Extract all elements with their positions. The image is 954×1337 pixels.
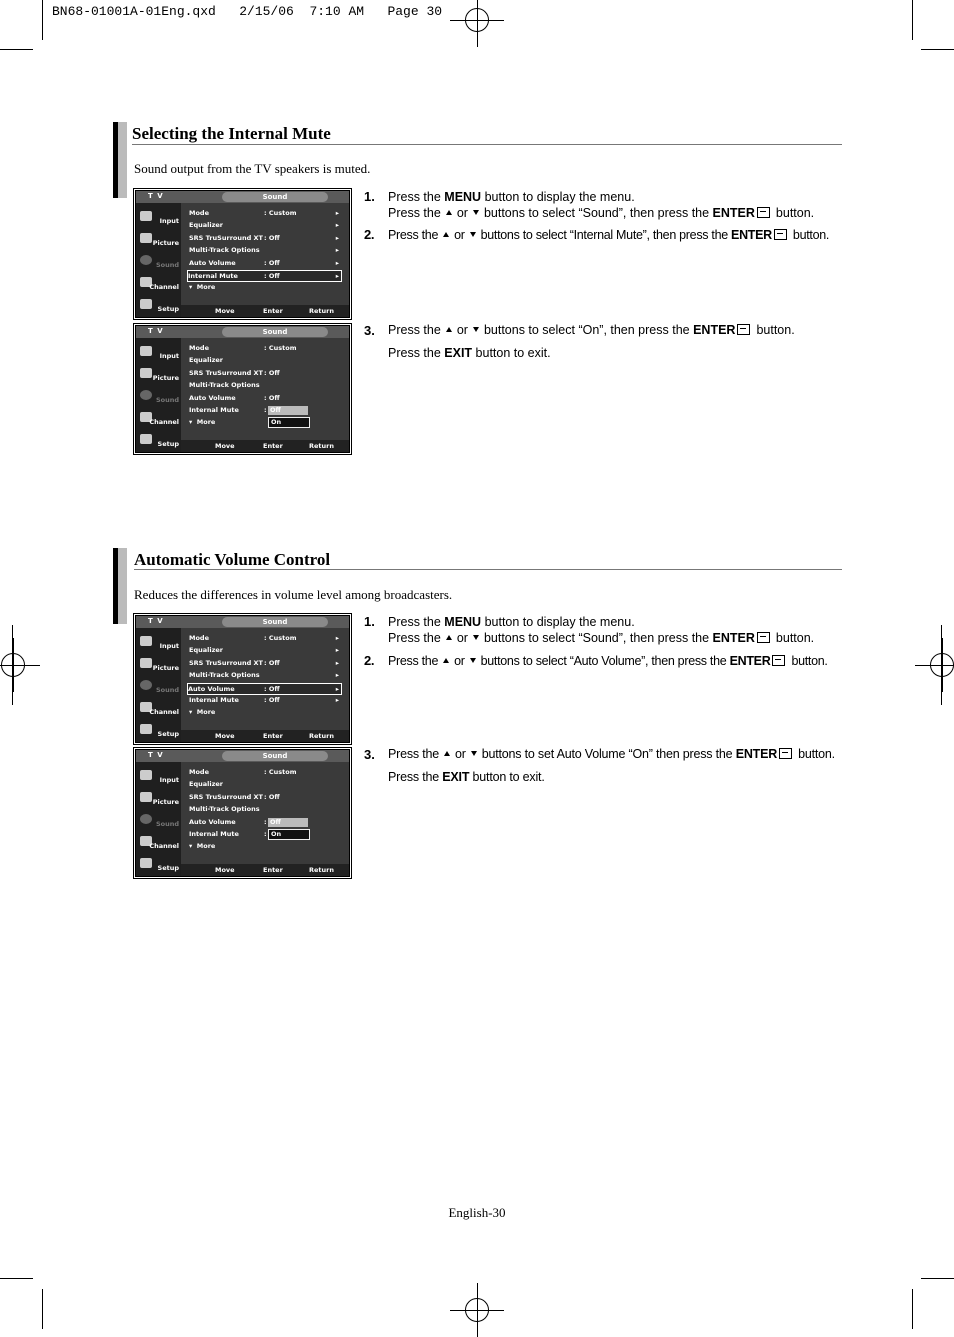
section-title: Selecting the Internal Mute [132, 124, 331, 143]
menu-row-mode: Mode : Custom ▸ [189, 634, 339, 642]
crop-mark [42, 1289, 43, 1329]
menu-row-multitrack: Multi-Track Options ▸ [189, 671, 339, 679]
menu-item-input: Input [137, 207, 181, 227]
menu-row-internal-mute: Internal Mute : Off ▸ [187, 270, 342, 282]
menu-row-internal-mute: Internal Mute : [189, 830, 267, 838]
down-arrow-icon [471, 751, 477, 756]
menu-item-channel: Channel [137, 408, 181, 428]
menu-row-srs: SRS TruSurround XT : Off ▸ [189, 234, 339, 242]
menu-row-multitrack: Multi-Track Options ▸ [189, 246, 339, 254]
menu-item-picture: Picture [137, 364, 181, 384]
section-description: Sound output from the TV speakers is muted. [134, 161, 371, 176]
crop-mark [0, 1278, 33, 1279]
menu-item-sound: Sound [137, 676, 181, 696]
picture-icon [140, 233, 152, 243]
down-arrow-icon [473, 210, 479, 215]
menu-row-srs: SRS TruSurround XT : Off [189, 369, 280, 377]
menu-item-channel: Channel [137, 273, 181, 293]
menu-row-equalizer: Equalizer [189, 780, 223, 788]
menu-item-picture: Picture [137, 654, 181, 674]
menu-row-equalizer: Equalizer ▸ [189, 221, 339, 229]
picture-icon [140, 658, 152, 668]
down-arrow-icon [473, 327, 479, 332]
enter-icon [737, 324, 750, 335]
sound-icon [140, 814, 152, 824]
enter-icon [774, 229, 787, 240]
crop-mark [921, 49, 954, 50]
menu-row-internal-mute: Internal Mute : Off ▸ [189, 696, 339, 704]
up-arrow-icon [446, 210, 452, 215]
menu-item-picture: Picture [137, 788, 181, 808]
tv-menu-screen: T V Sound Input Picture Sound Channel Setup Mode : Custom Equalizer SRS TruSurround XT : Off Multi-Track Options Auto Volume : Internal Mute : ▾ More Off On Move Enter Return [135, 749, 350, 877]
tab-sound: Sound [222, 751, 328, 761]
tv-menu-screen: T V Sound Input Picture Sound Channel Setup Mode : Custom Equalizer SRS TruSurround XT : Off Multi-Track Options Auto Volume : Off Internal Mute : ▾ More Off On Move Enter Return [135, 325, 350, 453]
setup-icon [140, 858, 152, 868]
menu-row-equalizer: Equalizer ▸ [189, 646, 339, 654]
registration-mark [465, 8, 489, 32]
menu-row-mode: Mode : Custom ▸ [189, 209, 339, 217]
setup-icon [140, 724, 152, 734]
crop-mark [912, 1289, 913, 1329]
menu-row-auto-volume: Auto Volume : [189, 818, 267, 826]
menu-row-srs: SRS TruSurround XT : Off [189, 793, 280, 801]
menu-row-equalizer: Equalizer [189, 356, 223, 364]
sound-icon [140, 255, 152, 265]
enter-icon [772, 655, 785, 666]
enter-icon [779, 748, 792, 759]
tab-sound: Sound [222, 617, 328, 627]
menu-row-srs: SRS TruSurround XT : Off ▸ [189, 659, 339, 667]
page-number: English-30 [448, 1205, 506, 1220]
menu-item-setup: Setup [137, 295, 181, 315]
option-off: Off [268, 818, 308, 827]
setup-icon [140, 434, 152, 444]
section-title: Automatic Volume Control [134, 550, 331, 569]
crop-mark [0, 49, 33, 50]
option-off: Off [268, 406, 308, 415]
section-description: Reduces the differences in volume level among broadcasters. [134, 587, 453, 602]
tv-menu-screen: T V Sound Input Picture Sound Channel Setup Mode : Custom ▸ Equalizer ▸ SRS TruSurround XT : Off ▸ Multi-Track Options ▸ Auto Volume : Off ▸ Internal Mute : Off ▸ ▾ More Move Enter Return [135, 190, 350, 318]
registration-mark [1, 653, 25, 677]
enter-icon [757, 207, 770, 218]
tab-sound: Sound [222, 327, 328, 337]
up-arrow-icon [444, 751, 450, 756]
menu-row-mode: Mode : Custom [189, 768, 297, 776]
section-rule [132, 144, 842, 145]
sound-icon [140, 680, 152, 690]
up-arrow-icon [446, 327, 452, 332]
enter-icon [757, 632, 770, 643]
menu-row-auto-volume: Auto Volume : Off ▸ [187, 683, 342, 695]
crop-mark [921, 1278, 954, 1279]
registration-mark [465, 1298, 489, 1322]
menu-row-more: ▾ More [189, 842, 216, 850]
menu-row-internal-mute: Internal Mute : [189, 406, 267, 414]
picture-icon [140, 792, 152, 802]
section-bar [118, 122, 127, 198]
menu-row-more: ▾ More [189, 283, 216, 291]
down-arrow-icon [470, 658, 476, 663]
crop-mark [42, 0, 43, 40]
picture-icon [140, 368, 152, 378]
menu-item-input: Input [137, 342, 181, 362]
down-arrow-icon [470, 232, 476, 237]
option-on: On [268, 417, 310, 428]
menu-row-auto-volume: Auto Volume : Off [189, 394, 280, 402]
registration-mark [930, 653, 954, 677]
down-arrow-icon [473, 635, 479, 640]
menu-row-more: ▾ More [189, 708, 216, 716]
menu-row-multitrack: Multi-Track Options [189, 381, 260, 389]
menu-item-sound: Sound [137, 810, 181, 830]
input-icon [140, 636, 152, 646]
sound-icon [140, 390, 152, 400]
input-icon [140, 211, 152, 221]
up-arrow-icon [443, 658, 449, 663]
menu-item-sound: Sound [137, 386, 181, 406]
crop-mark [912, 0, 913, 40]
menu-item-setup: Setup [137, 720, 181, 740]
up-arrow-icon [446, 635, 452, 640]
menu-item-picture: Picture [137, 229, 181, 249]
menu-item-channel: Channel [137, 832, 181, 852]
menu-item-input: Input [137, 632, 181, 652]
input-icon [140, 770, 152, 780]
file-slug: BN68-01001A-01Eng.qxd 2/15/06 7:10 AM Page 30 [52, 4, 443, 19]
menu-row-auto-volume: Auto Volume : Off ▸ [189, 259, 339, 267]
option-on: On [268, 829, 310, 840]
section-rule [134, 569, 842, 570]
section-bar [118, 548, 127, 624]
input-icon [140, 346, 152, 356]
up-arrow-icon [443, 232, 449, 237]
menu-row-multitrack: Multi-Track Options [189, 805, 260, 813]
menu-row-more: ▾ More [189, 418, 216, 426]
menu-item-channel: Channel [137, 698, 181, 718]
menu-item-sound: Sound [137, 251, 181, 271]
tv-menu-screen: T V Sound Input Picture Sound Channel Setup Mode : Custom ▸ Equalizer ▸ SRS TruSurround XT : Off ▸ Multi-Track Options ▸ Auto Volume : Off ▸ Internal Mute : Off ▸ ▾ More Move Enter Return [135, 615, 350, 743]
menu-item-input: Input [137, 766, 181, 786]
menu-item-setup: Setup [137, 430, 181, 450]
menu-item-setup: Setup [137, 854, 181, 874]
setup-icon [140, 299, 152, 309]
tab-sound: Sound [222, 192, 328, 202]
menu-row-mode: Mode : Custom [189, 344, 297, 352]
